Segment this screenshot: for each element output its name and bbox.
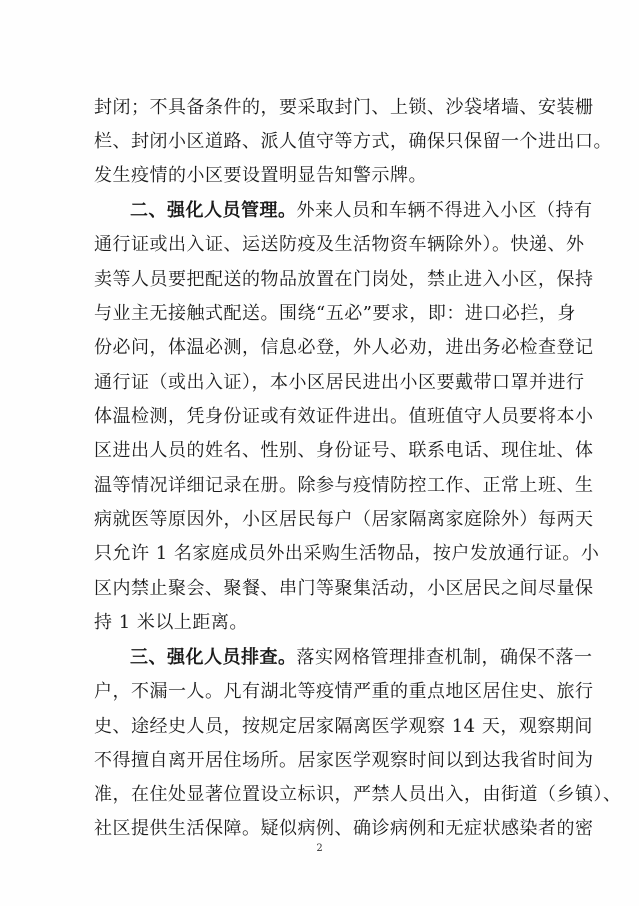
paragraph-line: 病就医等原因外，小区居民每户（居家隔离家庭除外）每两天 (94, 509, 594, 530)
paragraph-line: 社区提供生活保障。疑似病例、确诊病例和无症状感染者的密 (94, 818, 594, 839)
section-three-first-line-text: 落实网格管理排查机制，确保不落一 (296, 647, 593, 668)
section-three-heading: 三、强化人员排查。 (130, 647, 297, 668)
paragraph-line: 准，在住处显著位置设立标识，严禁人员出入，由街道（乡镇）、 (94, 784, 622, 805)
paragraph-line: 温等情况详细记录在册。除参与疫情防控工作、正常上班、生 (94, 475, 594, 496)
section-two-first-line-text: 外来人员和车辆不得进入小区（持有 (296, 200, 593, 221)
section-three-first-line (130, 643, 593, 673)
paragraph-line: 体温检测，凭身份证或有效证件进出。值班值守人员要将本小 (94, 406, 594, 427)
paragraph-line: 发生疫情的小区要设置明显告知警示牌。 (94, 165, 427, 186)
paragraph-line: 份必问，体温必测，信息必登，外人必劝，进出务必检查登记 (94, 337, 594, 358)
paragraph-line: 通行证（或出入证），本小区居民进出小区要戴带口罩并进行 (94, 372, 585, 393)
paragraph-line: 区进出人员的姓名、性别、身份证号、联系电话、现住址、体 (94, 440, 594, 461)
paragraph-line: 栏、封闭小区道路、派人值守等方式，确保只保留一个进出口。 (94, 131, 612, 152)
paragraph-line: 不得擅自离开居住场所。居家医学观察时间以到达我省时间为 (94, 750, 594, 771)
paragraph-line: 卖等人员要把配送的物品放置在门岗处，禁止进入小区，保持 (94, 269, 594, 290)
section-two-heading: 二、强化人员管理。 (130, 200, 297, 221)
paragraph-line: 持 1 米以上距离。 (94, 612, 248, 633)
paragraph-line: 区内禁止聚会、聚餐、串门等聚集活动，小区居民之间尽量保 (94, 578, 594, 599)
paragraph-line: 史、途经史人员，按规定居家隔离医学观察 14 天，观察期间 (94, 716, 593, 737)
page-number: 2 (316, 843, 323, 854)
section-two-first-line (130, 196, 593, 226)
paragraph-line: 只允许 1 名家庭成员外出采购生活物品，按户发放通行证。小 (94, 543, 600, 564)
paragraph-line: 封闭；不具备条件的，要采取封门、上锁、沙袋堵墙、安装栅 (94, 97, 594, 118)
paragraph-line: 与业主无接触式配送。围绕“五必”要求，即：进口必拦，身 (94, 303, 576, 324)
paragraph-line: 通行证或出入证、运送防疫及生活物资车辆除外）。快递、外 (94, 234, 585, 255)
paragraph-line: 户，不漏一人。凡有湖北等疫情严重的重点地区居住史、旅行 (94, 681, 594, 702)
